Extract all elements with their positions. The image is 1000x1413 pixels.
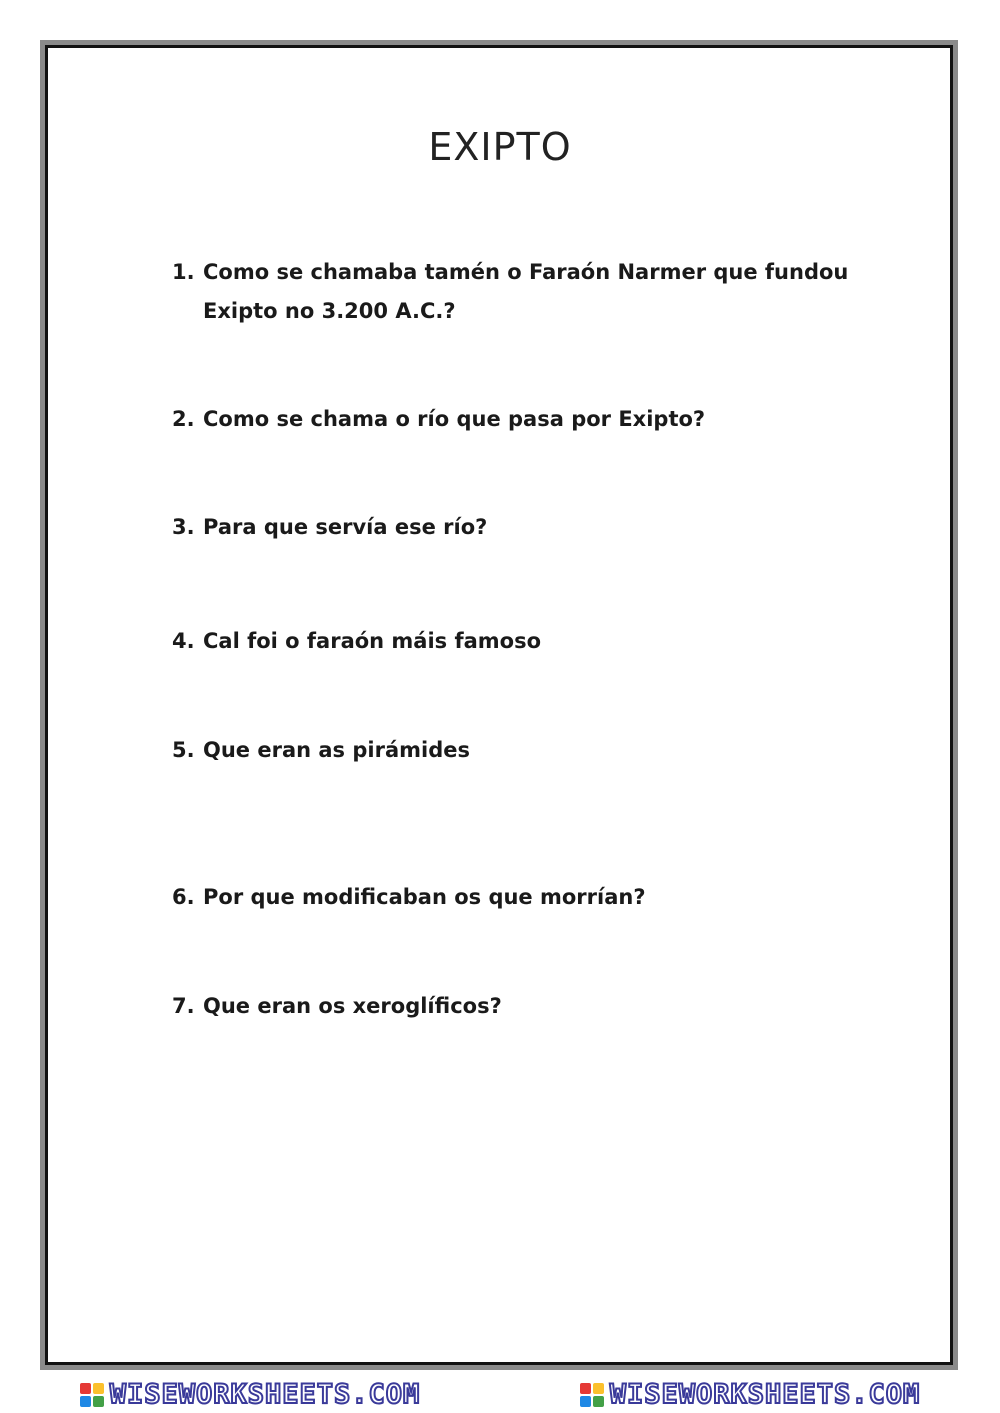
question-6	[172, 878, 852, 917]
question-number: 1.	[172, 260, 195, 284]
question-7	[172, 987, 852, 1026]
worksheet-title: EXIPTO	[428, 125, 572, 169]
question-number: 5.	[172, 738, 195, 762]
logo-square	[80, 1396, 91, 1407]
wiseworksheets-logo-icon	[80, 1383, 104, 1407]
question-text: Como se chama o río que pasa por Exipto?	[203, 407, 706, 431]
question-text: Que eran os xeroglíficos?	[203, 994, 502, 1018]
question-text: Por que modificaban os que morrían?	[203, 885, 646, 909]
logo-square	[593, 1396, 604, 1407]
logo-square	[580, 1396, 591, 1407]
question-text: Para que servía ese río?	[203, 515, 488, 539]
logo-square	[580, 1383, 591, 1394]
logo-square	[593, 1383, 604, 1394]
brand-text: WISEWORKSHEETS.COM	[609, 1378, 921, 1410]
question-5	[172, 731, 852, 770]
question-number: 2.	[172, 407, 195, 431]
question-number: 3.	[172, 515, 195, 539]
question-number: 7.	[172, 994, 195, 1018]
question-text: Que eran as pirámides	[203, 738, 470, 762]
footer-watermark	[0, 1376, 1000, 1413]
brand-watermark[interactable]	[80, 1380, 421, 1410]
logo-square	[80, 1383, 91, 1394]
question-number: 6.	[172, 885, 195, 909]
brand-watermark[interactable]	[580, 1380, 921, 1410]
question-4	[172, 622, 852, 661]
question-text	[203, 253, 852, 331]
question-number: 4.	[172, 629, 195, 653]
logo-square	[93, 1383, 104, 1394]
question-1	[172, 253, 852, 331]
wiseworksheets-logo-icon	[580, 1383, 604, 1407]
page-inner-border	[45, 45, 953, 1365]
logo-square	[93, 1396, 104, 1407]
question-text-line: Exipto no 3.200 A.C.?	[203, 299, 456, 323]
brand-text: WISEWORKSHEETS.COM	[109, 1378, 421, 1410]
question-3	[172, 508, 852, 547]
question-text: Cal foi o faraón máis famoso	[203, 629, 542, 653]
question-2	[172, 400, 852, 439]
question-text-line: Como se chamaba tamén o Faraón Narmer que fundou	[203, 260, 849, 284]
